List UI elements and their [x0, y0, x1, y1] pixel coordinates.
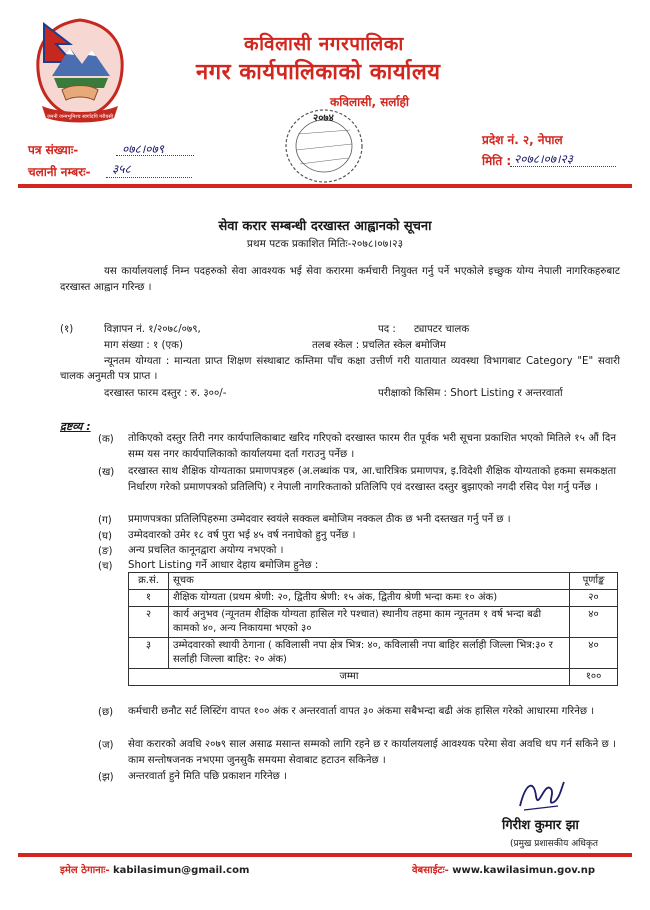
- intro-paragraph: यस कार्यालयलाई निम्न पदहरुको सेवा आवश्यक भई सेवा करारमा कर्मचारी नियुक्त गर्नु पर्ने भएकोले इच्छुक योग्य नेपाली नागरिकहरुबाट दरखास्त आह्वान गरिन्छ ।: [60, 266, 620, 293]
- post-value: ट्यापटर चालक: [414, 324, 470, 335]
- table-cell-desc: शैक्षिक योग्यता (प्रथम श्रेणी: २०, द्वितीय श्रेणी: १५ अंक, द्वितीय श्रेणी भन्दा कमः १० अंक): [169, 590, 570, 607]
- patra-label: पत्र संख्याः-: [28, 143, 79, 157]
- exam-type: परीक्षाको किसिम : Short Listing र अन्तरवार्ता: [378, 388, 563, 399]
- email-value[interactable]: kabilasimun@gmail.com: [112, 865, 250, 876]
- patra-underline: [116, 155, 194, 156]
- table-row: [129, 590, 618, 607]
- table-row: [129, 607, 618, 638]
- min-qualification: न्यूनतम योग्यता : मान्यता प्राप्त शिक्षण संस्थाबाट कम्तिमा पाँच कक्षा उत्तीर्ण गरी यातायात व्यवस्था विभागबाट Category "E" सवारी चालक अनुमती पत्र प्राप्त ।: [60, 356, 620, 382]
- clause-label: (झ): [98, 772, 114, 783]
- clause-label: (ङ): [98, 546, 113, 557]
- table-cell-desc: कार्य अनुभव (न्यूनतम शैक्षिक योग्यता हासिल गरे पश्चात) स्थानीय तहमा काम न्यूनतम १ वर्ष भन्दा बढी कामको ४०, अन्य निकायमा भएको ३०: [169, 607, 570, 638]
- chalani-value: ३५८: [112, 162, 131, 176]
- signatory-name: गिरीश कुमार झा: [502, 818, 579, 833]
- salary-scale: तलब स्केल : प्रचलित स्केल बमोजिम: [312, 340, 446, 351]
- post-serial: (१): [60, 324, 74, 335]
- table-header-row: [129, 573, 618, 590]
- table-cell-sn: २: [129, 607, 169, 638]
- table-cell-desc: उम्मेदवारको स्थायी ठेगाना ( कविलासी नपा क्षेत्र भित्र: ४०, कविलासी नपा बाहिर सर्लाही जिल्ला भित्र:३० र सर्लाही जिल्ला बाहिर: २० अंक): [169, 638, 570, 669]
- table-cell-marks: २०: [570, 590, 618, 607]
- clause-label: (घ): [98, 531, 112, 542]
- clause-label: (ख): [98, 467, 115, 478]
- clause-label: (क): [98, 434, 114, 445]
- province-label: प्रदेश नं. २, नेपाल: [482, 133, 563, 147]
- website-value[interactable]: www.kawilasimun.gov.np: [452, 865, 595, 876]
- clause-text: दरखास्त साथ शैक्षिक योग्यताका प्रमाणपत्रहरु (अ.लब्धांक पत्र, आ.चारित्रिक प्रमाणपत्र, इ.विदेशी शैक्षिक योग्यताको हकमा समकक्षता निर्धारण गरेको प्रमाणपत्रको प्रतिलिपि) र नेपाली नागरिकताको प्रतिलिपि एवं दरखास्त दस्तुर बुझाएको नगदी रसिद पेश गर्नु पर्नेछ ।: [128, 466, 616, 493]
- footer-divider: [18, 853, 632, 857]
- clause-label: (छ): [98, 707, 114, 718]
- miti-label: मिति :: [482, 154, 512, 168]
- notice-title: सेवा करार सम्बन्धी दरखास्त आह्वानको सूचना: [218, 219, 432, 234]
- table-cell-marks: ४०: [570, 607, 618, 638]
- org-title-line1: कविलासी नगरपालिका: [244, 33, 404, 55]
- clause-text: सेवा करारको अवधि २०७९ साल असाढ मसान्त सम्मको लागि रहने छ र कार्यालयलाई आवश्यक परेमा सेवा अवधि थप गर्न सकिने छ । काम सन्तोषजनक नभएमा जुनसुकै समयमा सेवाबाट हटाउन सकिनेछ ।: [128, 739, 616, 766]
- clause-text: तोकिएको दस्तुर तिरी नगर कार्यपालिकाबाट खरिद गरिएको दरखास्त फारम रीत पूर्वक भरी सूचना प्रकाशित भएको मितिले १५ औं दिन सम्म यस नगर कार्यपालिकाको कार्यालयमा दर्ता गराउनु पर्नेछ ।: [128, 433, 616, 460]
- website-label: वेबसाईटः-: [412, 865, 449, 876]
- nepal-emblem-logo: [30, 14, 130, 126]
- clause-label: (च): [98, 561, 113, 572]
- svg-text:जननी जन्मभूमिश्च स्वर्गादपि गर: जननी जन्मभूमिश्च स्वर्गादपि गरीयसी: [46, 114, 114, 120]
- patra-value: ०७८।०७९: [122, 142, 164, 156]
- table-cell-sn: ३: [129, 638, 169, 669]
- demand-count: माग संख्या : १ (एक): [104, 340, 183, 351]
- handwritten-signature: [516, 776, 566, 814]
- miti-underline: [510, 166, 616, 167]
- clause-text: Short Listing गर्ने आधार देहाय बमोजिम हुनेछ :: [128, 560, 319, 571]
- clause-text: अन्य प्रचलित कानूनद्वारा अयोग्य नभएको ।: [128, 545, 284, 556]
- table-header-sn: क्र.सं.: [129, 573, 169, 590]
- chalani-underline: [106, 177, 192, 178]
- footer-website: [412, 862, 595, 876]
- org-title-line2: नगर कार्यपालिकाको कार्यालय: [196, 60, 441, 85]
- form-fee: दरखास्त फारम दस्तुर : रु. ३००/-: [104, 388, 227, 399]
- notice-subtitle: प्रथम पटक प्रकाशित मितिः-२०७८।०७।२३: [246, 238, 404, 250]
- clause-text: कर्मचारी छनौट सर्ट लिस्टिंग वापत १०० अंक र अन्तरवार्ता वापत ३० अंकमा सबैभन्दा बढी अंक हासिल गरेको आधारमा गरिनेछ ।: [128, 706, 595, 717]
- shortlisting-table: [128, 572, 618, 686]
- table-header-marks: पूर्णाङ्क: [570, 573, 618, 590]
- ad-number: विज्ञापन नं. १/२०७८/०७९,: [104, 324, 201, 335]
- clause-text: प्रमाणपत्रका प्रतिलिपिहरुमा उम्मेदवार स्वयंले सक्कल बमोजिम नक्कल ठीक छ भनी दस्तखत गर्नु पर्ने छ ।: [128, 514, 511, 525]
- notes-heading: द्रष्टव्य :: [60, 420, 91, 433]
- table-cell-marks: ४०: [570, 638, 618, 669]
- post-label: पद :: [378, 324, 396, 335]
- miti-value: २०७८।०७।२३: [514, 152, 574, 166]
- email-label: इमेल ठेगानाः-: [60, 865, 110, 876]
- table-cell-sn: १: [129, 590, 169, 607]
- footer-email: [60, 862, 249, 876]
- header-divider: [18, 184, 632, 188]
- clause-label: (ग): [98, 515, 112, 526]
- table-total-row: [129, 669, 618, 686]
- table-total-value: १००: [570, 669, 618, 686]
- signatory-title: (प्रमुख प्रशासकीय अधिकृत: [510, 839, 599, 849]
- chalani-label: चलानी नम्बरः-: [28, 165, 91, 179]
- table-row: [129, 638, 618, 669]
- table-header-indicator: सूचक: [169, 573, 570, 590]
- clause-text: उम्मेदवारको उमेर १८ वर्ष पुरा भई ४५ वर्ष ननाघेको हुनु पर्नेछ ।: [128, 530, 356, 541]
- org-address: कविलासी, सर्लाही: [330, 95, 410, 109]
- stamp-year: २०७४: [313, 113, 334, 124]
- clause-text: अन्तरवार्ता हुने मिति पछि प्रकाशन गरिनेछ ।: [128, 771, 287, 782]
- clause-label: (ज): [98, 740, 114, 751]
- table-total-label: जम्मा: [129, 669, 570, 686]
